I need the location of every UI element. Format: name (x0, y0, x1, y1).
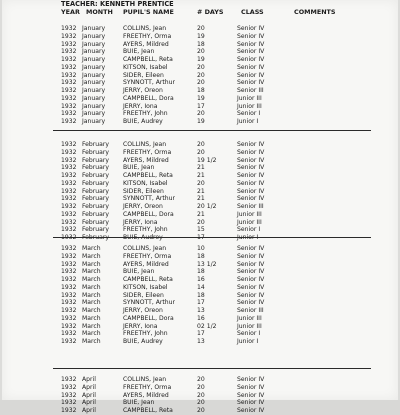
row-year: 1932 (61, 40, 77, 48)
table-row (61, 25, 361, 33)
row-class: Junior I (237, 234, 259, 241)
row-pupil-name: CAMPBELL, Reta (123, 172, 173, 179)
row-month: March (82, 338, 101, 345)
row-month: March (82, 252, 101, 260)
row-class: Senior IV (237, 291, 265, 299)
table-row (61, 292, 361, 300)
table-row (61, 79, 361, 87)
table-row (61, 110, 361, 118)
row-class: Senior IV (237, 283, 265, 291)
row-pupil-name: COLLINS, Jean (123, 25, 167, 32)
row-month: March (82, 291, 101, 299)
row-class: Junior III (237, 322, 262, 330)
row-month: February (82, 218, 110, 226)
row-pupil-name: BUIE, Audrey (123, 338, 163, 345)
table-row (61, 172, 361, 180)
row-days: 20 (197, 25, 205, 32)
row-year: 1932 (61, 291, 77, 299)
row-days: 20 (197, 179, 205, 187)
row-year: 1932 (61, 322, 77, 330)
row-class: Junior I (237, 118, 259, 125)
row-year: 1932 (61, 203, 77, 210)
row-pupil-name: AYERS, Mildred (123, 40, 169, 48)
row-class: Junior III (237, 102, 262, 110)
row-days: 18 (197, 87, 205, 94)
row-class: Senior IV (237, 179, 265, 187)
row-month: April (82, 391, 96, 399)
table-row (61, 253, 361, 261)
row-year: 1932 (61, 399, 77, 407)
row-days: 13 (197, 307, 205, 314)
table-row (61, 203, 361, 211)
row-year: 1932 (61, 87, 77, 94)
row-year: 1932 (61, 314, 77, 322)
table-row (61, 195, 361, 203)
row-days: 18 (197, 252, 205, 260)
column-headers (61, 8, 361, 17)
row-class: Junior III (237, 314, 262, 322)
row-class: Junior III (237, 94, 262, 102)
row-month: February (82, 195, 110, 203)
row-year: 1932 (61, 102, 77, 110)
table-row (61, 307, 361, 315)
row-days: 18 (197, 268, 205, 276)
row-pupil-name: FREETHY, Orma (123, 252, 172, 260)
row-month: March (82, 314, 101, 322)
table-row (61, 226, 361, 234)
row-pupil-name: SYNNOTT, Arthur (123, 299, 176, 307)
row-year: 1932 (61, 25, 77, 32)
row-month: February (82, 156, 110, 164)
row-days: 20 (197, 148, 205, 156)
row-class: Senior I (237, 226, 261, 234)
row-days: 20 1/2 (197, 203, 217, 210)
document-sheet (2, 0, 398, 414)
table-row (61, 392, 361, 400)
table-row (61, 211, 361, 219)
row-year: 1932 (61, 252, 77, 260)
row-month: March (82, 245, 101, 252)
row-days: 20 (197, 71, 205, 79)
row-days: 13 1/2 (197, 260, 217, 268)
table-row (61, 33, 361, 41)
row-class: Senior IV (237, 383, 265, 391)
row-days: 20 (197, 79, 205, 87)
row-month: January (82, 56, 106, 63)
row-class: Senior IV (237, 148, 265, 156)
row-year: 1932 (61, 118, 77, 125)
row-year: 1932 (61, 268, 77, 276)
row-pupil-name: FREETHY, Orma (123, 148, 172, 156)
row-days: 19 (197, 94, 205, 102)
table-row (61, 95, 361, 103)
row-pupil-name: COLLINS, Jean (123, 245, 167, 252)
table-row (61, 188, 361, 196)
row-year: 1932 (61, 195, 77, 203)
row-month: February (82, 234, 110, 241)
row-month: February (82, 164, 110, 172)
table-row (61, 141, 361, 149)
row-year: 1932 (61, 391, 77, 399)
row-days: 19 (197, 118, 205, 125)
row-pupil-name: BUIE, Audrey (123, 118, 163, 125)
row-month: April (82, 407, 96, 414)
column-header-pupil-name: PUPIL'S NAME (123, 8, 174, 16)
row-class: Senior IV (237, 40, 265, 48)
table-row (61, 48, 361, 56)
row-class: Senior IV (237, 268, 265, 276)
row-days: 21 (197, 164, 205, 172)
row-pupil-name: COLLINS, Jean (123, 141, 167, 148)
section-divider (53, 368, 371, 369)
row-month: January (82, 63, 106, 71)
row-days: 21 (197, 210, 205, 218)
row-year: 1932 (61, 164, 77, 172)
row-year: 1932 (61, 56, 77, 63)
row-pupil-name: COLLINS, Jean (123, 376, 167, 383)
column-header-class: CLASS (241, 8, 264, 16)
row-month: March (82, 307, 101, 314)
table-row (61, 276, 361, 284)
section-divider (53, 130, 371, 131)
row-pupil-name: SYNNOTT, Arthur (123, 195, 176, 203)
row-month: March (82, 260, 101, 268)
table-row (61, 323, 361, 331)
row-year: 1932 (61, 156, 77, 164)
month-section (61, 245, 361, 346)
table-row (61, 56, 361, 64)
row-pupil-name: CAMPBELL, Reta (123, 407, 173, 414)
table-row (61, 149, 361, 157)
table-row (61, 41, 361, 49)
row-year: 1932 (61, 94, 77, 102)
row-year: 1932 (61, 187, 77, 195)
row-days: 17 (197, 234, 205, 241)
row-year: 1932 (61, 307, 77, 314)
table-row (61, 407, 361, 415)
row-pupil-name: BUIE, Jean (123, 399, 155, 407)
row-days: 20 (197, 376, 205, 383)
row-month: March (82, 299, 101, 307)
row-pupil-name: CAMPBELL, Dora (123, 94, 174, 102)
table-row (61, 299, 361, 307)
row-pupil-name: SYNNOTT, Arthur (123, 79, 176, 87)
row-class: Senior IV (237, 276, 265, 283)
row-days: 21 (197, 195, 205, 203)
row-month: January (82, 110, 106, 118)
row-class: Junior III (237, 210, 262, 218)
row-year: 1932 (61, 179, 77, 187)
row-year: 1932 (61, 63, 77, 71)
row-days: 10 (197, 245, 205, 252)
table-row (61, 338, 361, 346)
row-pupil-name: AYERS, Mildred (123, 156, 169, 164)
row-year: 1932 (61, 48, 77, 56)
row-pupil-name: BUIE, Jean (123, 48, 155, 56)
row-class: Senior IV (237, 391, 265, 399)
row-year: 1932 (61, 32, 77, 40)
row-days: 15 (197, 226, 205, 234)
row-year: 1932 (61, 383, 77, 391)
column-header-month: MONTH (86, 8, 113, 16)
row-pupil-name: KITSON, Isabel (123, 179, 168, 187)
row-year: 1932 (61, 260, 77, 268)
row-month: March (82, 330, 101, 338)
row-pupil-name: CAMPBELL, Reta (123, 276, 173, 283)
row-month: February (82, 226, 110, 234)
month-section (61, 141, 361, 242)
row-month: April (82, 376, 96, 383)
row-year: 1932 (61, 376, 77, 383)
row-pupil-name: CAMPBELL, Reta (123, 56, 173, 63)
row-year: 1932 (61, 210, 77, 218)
row-month: January (82, 87, 106, 94)
row-year: 1932 (61, 407, 77, 414)
row-class: Senior I (237, 110, 261, 118)
row-pupil-name: BUIE, Jean (123, 268, 155, 276)
row-year: 1932 (61, 148, 77, 156)
row-class: Senior IV (237, 63, 265, 71)
row-class: Senior III (237, 203, 264, 210)
row-month: March (82, 322, 101, 330)
row-pupil-name: FREETHY, John (123, 110, 168, 118)
row-days: 20 (197, 391, 205, 399)
row-class: Senior IV (237, 172, 265, 179)
row-days: 20 (197, 399, 205, 407)
row-pupil-name: BUIE, Audrey (123, 234, 163, 241)
row-pupil-name: FREETHY, Orma (123, 32, 172, 40)
row-month: February (82, 179, 110, 187)
row-pupil-name: AYERS, Mildred (123, 391, 169, 399)
section-divider (53, 237, 371, 238)
row-days: 20 (197, 141, 205, 148)
row-days: 19 (197, 32, 205, 40)
row-year: 1932 (61, 299, 77, 307)
row-pupil-name: JERRY, Oreon (123, 87, 163, 94)
row-year: 1932 (61, 226, 77, 234)
row-pupil-name: SIDER, Eileen (123, 187, 164, 195)
row-year: 1932 (61, 79, 77, 87)
row-year: 1932 (61, 172, 77, 179)
row-class: Senior IV (237, 156, 265, 164)
row-month: February (82, 148, 110, 156)
row-year: 1932 (61, 234, 77, 241)
row-class: Senior IV (237, 32, 265, 40)
row-days: 20 (197, 48, 205, 56)
row-days: 20 (197, 383, 205, 391)
row-days: 17 (197, 102, 205, 110)
row-month: April (82, 399, 96, 407)
row-month: March (82, 268, 101, 276)
row-class: Senior IV (237, 164, 265, 172)
row-pupil-name: JERRY, Oreon (123, 307, 163, 314)
table-row (61, 103, 361, 111)
row-month: March (82, 283, 101, 291)
row-month: March (82, 276, 101, 283)
row-pupil-name: JERRY, Iona (123, 218, 158, 226)
row-month: January (82, 79, 106, 87)
row-days: 21 (197, 187, 205, 195)
table-row (61, 399, 361, 407)
row-days: 17 (197, 330, 205, 338)
row-class: Senior IV (237, 245, 265, 252)
row-pupil-name: FREETHY, Orma (123, 383, 172, 391)
table-row (61, 64, 361, 72)
table-row (61, 118, 361, 126)
row-class: Senior III (237, 87, 264, 94)
row-class: Senior IV (237, 195, 265, 203)
row-days: 19 (197, 56, 205, 63)
row-month: February (82, 172, 110, 179)
row-days: 13 (197, 338, 205, 345)
row-days: 14 (197, 283, 205, 291)
row-year: 1932 (61, 110, 77, 118)
row-year: 1932 (61, 245, 77, 252)
row-days: 18 (197, 40, 205, 48)
row-days: 19 1/2 (197, 156, 217, 164)
row-class: Junior I (237, 338, 259, 345)
row-year: 1932 (61, 218, 77, 226)
table-row (61, 268, 361, 276)
row-year: 1932 (61, 276, 77, 283)
month-section (61, 25, 361, 126)
row-pupil-name: CAMPBELL, Dora (123, 210, 174, 218)
row-class: Senior IV (237, 187, 265, 195)
row-month: February (82, 203, 110, 210)
row-month: January (82, 71, 106, 79)
row-pupil-name: SIDER, Eileen (123, 71, 164, 79)
teacher-heading: TEACHER: KENNETH PRENTICE (61, 0, 174, 8)
row-days: 20 (197, 63, 205, 71)
row-month: January (82, 32, 106, 40)
row-days: 20 (197, 110, 205, 118)
column-header-days: # DAYS (197, 8, 224, 16)
table-row (61, 284, 361, 292)
row-class: Junior III (237, 218, 262, 226)
row-class: Senior IV (237, 252, 265, 260)
row-pupil-name: JERRY, Iona (123, 322, 158, 330)
row-pupil-name: FREETHY, John (123, 330, 168, 338)
row-month: January (82, 102, 106, 110)
table-row (61, 180, 361, 188)
row-class: Senior IV (237, 399, 265, 407)
table-row (61, 87, 361, 95)
row-days: 02 1/2 (197, 322, 217, 330)
column-header-year: YEAR (61, 8, 80, 16)
row-class: Senior I (237, 330, 261, 338)
row-days: 16 (197, 314, 205, 322)
row-year: 1932 (61, 283, 77, 291)
attendance-register (61, 0, 361, 414)
row-days: 20 (197, 407, 205, 414)
row-class: Senior IV (237, 407, 265, 414)
table-row (61, 330, 361, 338)
row-month: January (82, 118, 106, 125)
row-class: Senior IV (237, 56, 265, 63)
row-month: February (82, 187, 110, 195)
row-days: 21 (197, 172, 205, 179)
table-row (61, 157, 361, 165)
row-pupil-name: BUIE, Jean (123, 164, 155, 172)
row-pupil-name: SIDER, Eileen (123, 291, 164, 299)
row-class: Senior IV (237, 376, 265, 383)
table-row (61, 219, 361, 227)
row-class: Senior IV (237, 71, 265, 79)
row-class: Senior IV (237, 79, 265, 87)
row-class: Senior III (237, 307, 264, 314)
row-month: February (82, 141, 110, 148)
row-class: Senior IV (237, 25, 265, 32)
row-days: 18 (197, 291, 205, 299)
row-month: February (82, 210, 110, 218)
column-header-comments: COMMENTS (294, 8, 336, 16)
row-year: 1932 (61, 338, 77, 345)
table-row (61, 315, 361, 323)
table-row (61, 245, 361, 253)
row-pupil-name: KITSON, Isabel (123, 63, 168, 71)
row-pupil-name: JERRY, Oreon (123, 203, 163, 210)
row-class: Senior IV (237, 141, 265, 148)
table-row (61, 164, 361, 172)
table-row (61, 384, 361, 392)
row-month: January (82, 25, 106, 32)
table-row (61, 261, 361, 269)
row-month: January (82, 40, 106, 48)
row-class: Senior IV (237, 260, 265, 268)
row-class: Senior IV (237, 299, 265, 307)
row-class: Senior IV (237, 48, 265, 56)
row-month: January (82, 94, 106, 102)
month-section (61, 376, 361, 415)
row-month: January (82, 48, 106, 56)
row-pupil-name: FREETHY, John (123, 226, 168, 234)
row-days: 20 (197, 218, 205, 226)
row-pupil-name: KITSON, Isabel (123, 283, 168, 291)
row-month: April (82, 383, 96, 391)
row-pupil-name: AYERS, Mildred (123, 260, 169, 268)
row-year: 1932 (61, 330, 77, 338)
table-row (61, 376, 361, 384)
row-year: 1932 (61, 141, 77, 148)
table-row (61, 72, 361, 80)
row-pupil-name: JERRY, Iona (123, 102, 158, 110)
row-days: 17 (197, 299, 205, 307)
row-days: 16 (197, 276, 205, 283)
row-year: 1932 (61, 71, 77, 79)
row-pupil-name: CAMPBELL, Dora (123, 314, 174, 322)
